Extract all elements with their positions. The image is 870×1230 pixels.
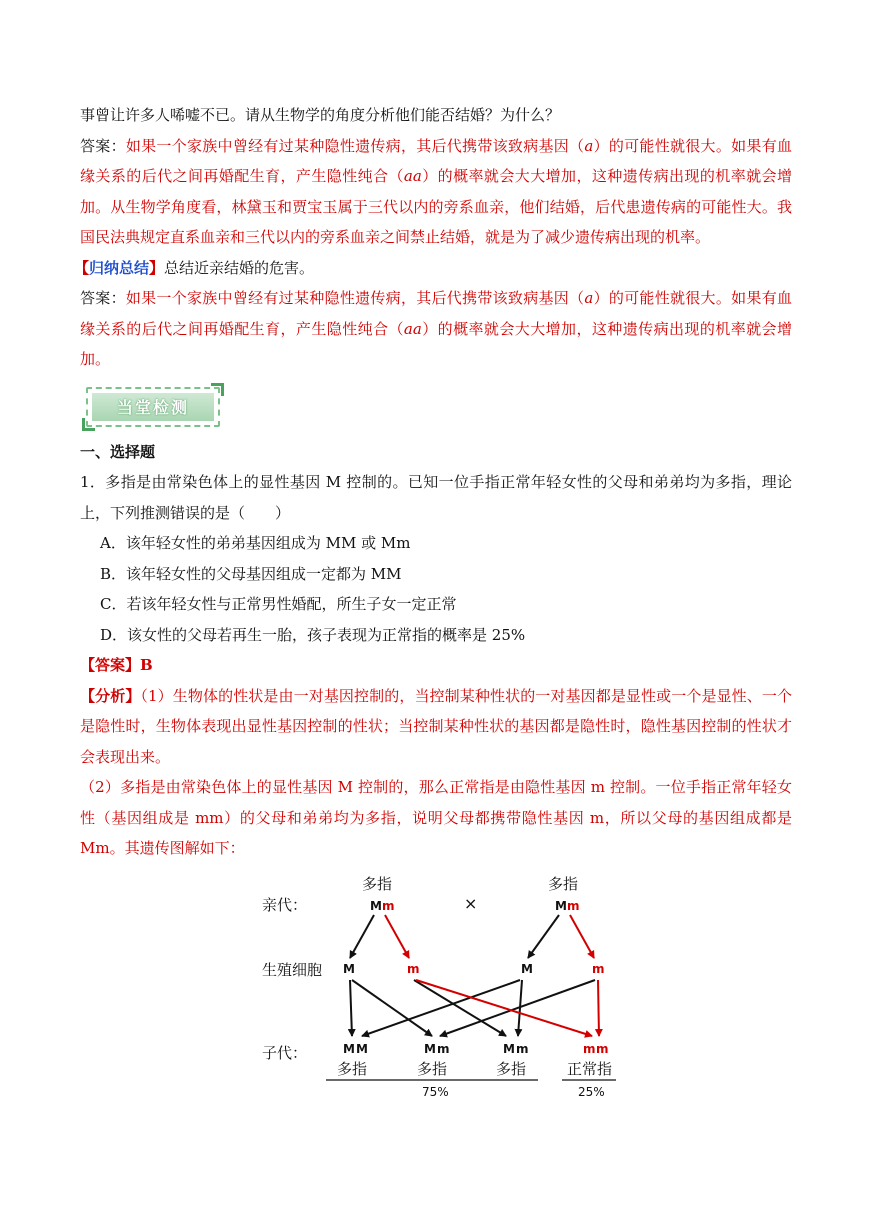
answer-2-label: 答案： — [80, 289, 126, 307]
analysis-tag: 【分析】 — [80, 686, 141, 705]
child-1-g1: M — [343, 1042, 355, 1056]
child-4-phenotype: 正常指 — [567, 1060, 613, 1078]
arrow-lM-to-Mm1 — [352, 980, 432, 1036]
child-3-g2: m — [516, 1042, 529, 1056]
answer-tag: 【答案】 — [80, 656, 141, 674]
answer-1-gene-a: a — [584, 136, 594, 155]
row-label-gamete: 生殖细胞 — [262, 961, 323, 979]
story-continuation: 事曾让许多人唏嘘不已。请从生物学的角度分析他们能否结婚？为什么？ — [80, 106, 561, 124]
parent-left-phenotype: 多指 — [362, 875, 393, 893]
option-d: D．该女性的父母若再生一胎，孩子表现为正常指的概率是 25% — [100, 625, 526, 644]
summary-bracket-close: 】 — [149, 258, 165, 277]
arrow-lM-to-MM — [350, 980, 352, 1036]
arrow-parent-left-m — [385, 915, 409, 958]
cross-symbol: × — [464, 894, 478, 913]
gamete-left-m: m — [407, 962, 420, 976]
child-4-g1: m — [583, 1042, 596, 1056]
option-c: C．若该年轻女性与正常男性婚配，所生子女一定正常 — [100, 595, 457, 613]
child-1-phenotype: 多指 — [337, 1060, 368, 1078]
summary-tag: 归纳总结 — [89, 258, 150, 277]
arrow-parent-right-m — [570, 915, 594, 958]
child-4-g2: m — [596, 1042, 609, 1056]
summary-text: 总结近亲结婚的危害。 — [164, 258, 315, 277]
arrow-rm-to-mm — [598, 980, 599, 1036]
question-1-stem: 1．多指是由常染色体上的显性基因 M 控制的。已知一位手指正常年轻女性的父母和弟弟均为多指，理论上，下列推测错误的是（ ） — [80, 473, 792, 522]
answer-1-text-b: ）的可能性就很大。如果有血缘关系的后代之间再婚配生育，产生隐性纯合（ — [80, 136, 792, 185]
arrow-rm-to-Mm1 — [440, 980, 595, 1036]
child-2-g1: M — [424, 1042, 436, 1056]
gamete-right-m: m — [592, 962, 605, 976]
answer-1-gene-aa: aa — [403, 167, 422, 185]
answer-1-label: 答案： — [80, 136, 126, 155]
answer-1-text-c: ）的概率就会大大增加，这种遗传病出现的机率就会增加。从生物学角度看，林黛玉和贾宝玉属于三代以内的旁系血亲，他们结婚，后代患遗传病的可能性大。我国民法典规定直系血亲和三代以内的旁系血亲之间禁止结婚，就是为了减少遗传病出现的机率。 — [80, 167, 792, 246]
child-2-phenotype: 多指 — [417, 1060, 448, 1078]
option-a: A．该年轻女性的弟弟基因组成为 MM 或 Mm — [100, 534, 411, 552]
answer-value: B — [140, 656, 153, 674]
parent-right-phenotype: 多指 — [548, 875, 579, 893]
arrow-parent-right-M — [528, 915, 559, 958]
child-3-phenotype: 多指 — [496, 1060, 527, 1078]
arrow-lm-to-Mm2 — [414, 980, 506, 1036]
analysis-1-text: （1）生物体的性状是由一对基因控制的，当控制某种性状的一对基因都是显性或一个是显性、一个是隐性时，生物体表现出显性基因控制的性状；当控制某种性状的基因都是隐性时，隐性基因控制的性状才会表现出来。 — [80, 686, 792, 766]
child-1-g2: M — [356, 1042, 368, 1056]
row-label-child: 子代： — [262, 1044, 308, 1062]
arrow-parent-left-M — [350, 915, 374, 958]
answer-2-text-b: ）的可能性就很大。如果有血缘关系的后代之间再婚配生育，产生隐性纯合（ — [80, 289, 792, 338]
section-heading: 一、选择题 — [80, 442, 156, 461]
answer-2-gene-a: a — [584, 289, 594, 307]
parent-right-gene-M: M — [555, 899, 567, 913]
row-label-parent: 亲代： — [262, 896, 308, 914]
answer-1-text-a: 如果一个家族中曾经有过某种隐性遗传病，其后代携带该致病基因（ — [125, 136, 585, 155]
parent-left-gene-m: m — [382, 899, 395, 913]
badge-label: 当堂检测 — [92, 393, 214, 421]
answer-2-text-a: 如果一个家族中曾经有过某种隐性遗传病，其后代携带该致病基因（ — [125, 289, 585, 307]
parent-left-gene-M: M — [370, 899, 382, 913]
gamete-left-M: M — [343, 962, 355, 976]
child-2-g2: m — [437, 1042, 450, 1056]
parent-right-gene-m: m — [567, 899, 580, 913]
child-3-g1: M — [503, 1042, 515, 1056]
gamete-right-M: M — [521, 962, 533, 976]
summary-bracket-open: 【 — [74, 258, 90, 277]
analysis-2: （2）多指是由常染色体上的显性基因 M 控制的，那么正常指是由隐性基因 m 控制。一位手指正常年轻女性（基因组成是 mm）的父母和弟弟均为多指，说明父母都携带隐性基因 m，所以父母的基因组成都是 Mm。其遗传图解如下： — [80, 778, 792, 857]
option-b: B．该年轻女性的父母基因组成一定都为 MM — [100, 564, 402, 583]
pct-recessive: 25% — [578, 1085, 605, 1099]
pct-dominant: 75% — [422, 1085, 449, 1099]
answer-2-text-c: ）的概率就会大大增加，这种遗传病出现的机率就会增加。 — [80, 319, 792, 368]
answer-2-gene-aa: aa — [403, 319, 422, 338]
